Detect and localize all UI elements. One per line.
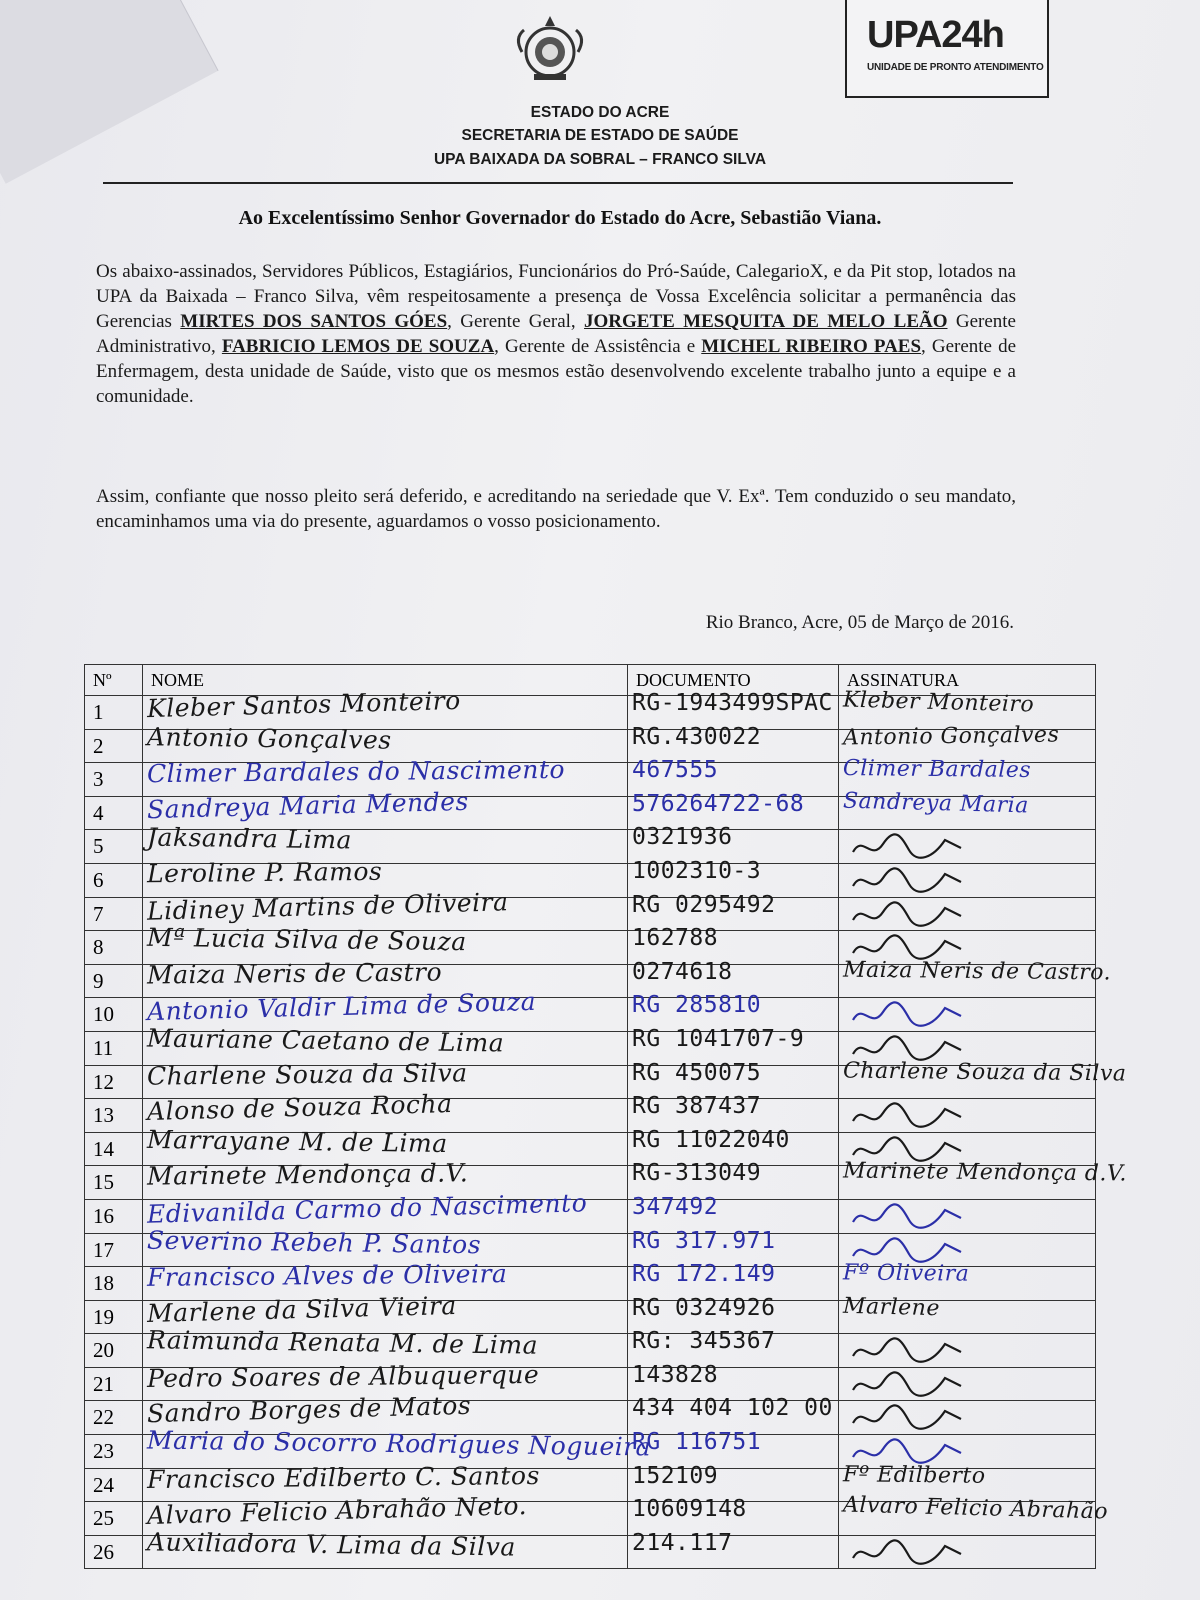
handwritten-name: Lidiney Martins de Oliveira (146, 886, 509, 926)
table-body (84, 685, 1128, 1569)
paragraph-text: , Gerente de Assistência e (494, 336, 702, 357)
signature-scribble (849, 1000, 969, 1028)
table-row (84, 957, 1112, 999)
handwritten-name: Francisco Alves de Oliveira (146, 1259, 508, 1292)
row-number: 8 (85, 931, 143, 964)
handwritten-signature: Marinete Mendonça d.V. (842, 1158, 1128, 1187)
signature-cell (839, 788, 1097, 830)
manager-name: MIRTES DOS SANTOS GÓES (180, 311, 448, 332)
handwritten-document-number: RG 116751 (632, 1429, 762, 1456)
row-number: 19 (85, 1301, 143, 1334)
signature-cell (839, 830, 1097, 863)
signature-cell (839, 864, 1097, 897)
salutation: Ao Excelentíssimo Senhor Governador do Estado do Acre, Sebastião Viana. (238, 207, 882, 229)
signature-scribble (849, 1101, 969, 1129)
handwritten-name: Marlene da Silva Vieira (146, 1290, 458, 1328)
header-divider (103, 182, 1013, 184)
handwritten-name: Mauriane Caetano de Lima (146, 1023, 505, 1058)
handwritten-document-number: RG 11022040 (632, 1126, 790, 1153)
handwritten-document-number: 152109 (632, 1462, 719, 1489)
signature-cell (839, 1492, 1109, 1535)
signature-cell (839, 998, 1097, 1031)
row-number: 12 (85, 1066, 143, 1099)
upa24h-logo (845, 0, 1049, 98)
handwritten-signature: Antonio Gonçalves (842, 722, 1060, 751)
handwritten-document-number: RG 0324926 (632, 1294, 776, 1321)
signature-scribble (849, 832, 969, 860)
paragraph-text: Gerente Administrativo, (96, 311, 1016, 357)
row-number: 24 (85, 1469, 143, 1502)
handwritten-document-number: RG 285810 (632, 992, 762, 1019)
handwritten-document-number: 576264722-68 (632, 790, 805, 817)
signature-scribble (849, 1403, 969, 1431)
paragraph-text: Os abaixo-assinados, Servidores Públicos, Estagiários, Funcionários do Pró-Saúde, CalegarioX, e da Pit stop, lotados na UPA da Baixada – Franco Silva, vêm respeitosamente a presença de Vossa Excelência solicitar a permanência das Gerencias (96, 261, 1016, 332)
handwritten-name: Raimunda Renata M. de Lima (146, 1325, 539, 1361)
signature-cell (839, 1368, 1097, 1401)
handwritten-name: Charlene Souza da Silva (146, 1057, 468, 1091)
signature-table (84, 664, 1128, 1569)
row-number: 6 (85, 864, 143, 897)
handwritten-signature: Climer Bardales (842, 756, 1032, 784)
handwritten-name: Alvaro Felicio Abrahão Neto. (146, 1491, 528, 1531)
table-row (84, 1259, 1096, 1301)
handwritten-name: Alonso de Souza Rocha (146, 1089, 453, 1127)
paragraph-text: , Gerente de Enfermagem, desta unidade de Saúde, visto que os mesmos estão desenvolvendo excelente trabalho junto a equipe e a comunidade. (96, 336, 1016, 407)
handwritten-document-number: 467555 (632, 757, 719, 784)
signature-scribble (849, 1336, 969, 1364)
handwritten-document-number: RG 0295492 (632, 891, 776, 918)
signature-cell (839, 898, 1097, 931)
handwritten-signature: Fº Edilberto (842, 1461, 986, 1489)
logo-subtitle: UNIDADE DE PRONTO ATENDIMENTO (867, 62, 1044, 73)
handwritten-document-number: 434 404 102 00 (632, 1395, 833, 1422)
handwritten-name: Pedro Soares de Albuquerque (146, 1359, 540, 1393)
handwritten-signature: Sandreya Maria (842, 788, 1030, 819)
handwritten-document-number: 347492 (632, 1193, 719, 1220)
header-secretariat: SECRETARIA DE ESTADO DE SAÚDE (461, 127, 739, 144)
row-number: 4 (85, 797, 143, 830)
row-number: 11 (85, 1032, 143, 1065)
handwritten-name: Leroline P. Ramos (146, 856, 383, 889)
row-number: 20 (85, 1334, 143, 1367)
signature-cell (839, 1058, 1127, 1099)
manager-name: JORGETE MESQUITA DE MELO LEÃO (584, 311, 948, 332)
handwritten-name: Climer Bardales do Nascimento (146, 754, 566, 789)
manager-name: MICHEL RIBEIRO PAES (701, 336, 922, 357)
header-document: DOCUMENTO (628, 665, 839, 695)
row-number: 14 (85, 1133, 143, 1166)
handwritten-signature: Marlene (842, 1293, 941, 1321)
handwritten-document-number: RG-1943499SPAC (632, 690, 833, 716)
petition-paragraph-2: Assim, confiante que nosso pleito será deferido, e acreditando na seriedade que V. Exª. Tem conduzido o seu mandato, encaminhamos uma via do presente, aguardamos o vosso posicionamento. (96, 486, 1016, 532)
row-number: 5 (85, 830, 143, 863)
header-signature: ASSINATURA (847, 670, 960, 690)
handwritten-document-number: 143828 (632, 1361, 719, 1388)
header-state: ESTADO DO ACRE (530, 104, 670, 121)
handwritten-document-number: RG 387437 (632, 1093, 762, 1120)
paragraph-text: , Gerente Geral, (447, 311, 585, 332)
handwritten-document-number: RG 450075 (632, 1059, 762, 1086)
handwritten-signature: Maiza Neris de Castro. (842, 957, 1112, 986)
handwritten-signature: Kleber Monteiro (842, 687, 1035, 718)
row-number: 2 (85, 730, 143, 763)
place-and-date: Rio Branco, Acre, 05 de Março de 2016. (705, 612, 1014, 633)
handwritten-document-number: 162788 (632, 925, 719, 952)
handwritten-name: Marrayane M. de Lima (146, 1124, 448, 1158)
row-number: 16 (85, 1200, 143, 1233)
logo-wordmark: UPA24h (867, 14, 1004, 56)
header-unit: UPA BAIXADA DA SOBRAL – FRANCO SILVA (433, 151, 767, 168)
handwritten-name: Antonio Valdir Lima de Souza (146, 987, 537, 1027)
handwritten-name: Marinete Mendonça d.V. (146, 1158, 469, 1191)
signature-scribble (849, 866, 969, 894)
row-number: 9 (85, 965, 143, 998)
handwritten-name: Edivanilda Carmo do Nascimento (146, 1188, 588, 1229)
handwritten-document-number: RG 317.971 (632, 1227, 776, 1254)
handwritten-name: Antonio Gonçalves (146, 721, 392, 755)
handwritten-document-number: RG: 345367 (632, 1328, 776, 1355)
table-row (84, 1158, 1128, 1200)
signature-scribble (849, 1538, 969, 1566)
row-number: 1 (85, 696, 143, 729)
header-name: NOME (143, 665, 628, 695)
handwritten-name: Kleber Santos Monteiro (146, 685, 462, 724)
signature-cell (839, 957, 1112, 998)
row-number: 3 (85, 763, 143, 796)
row-number: 23 (85, 1435, 143, 1468)
state-coat-of-arms-seal (510, 10, 590, 90)
document-cell (628, 1529, 839, 1569)
handwritten-name: Sandro Borges de Matos (146, 1391, 472, 1429)
handwritten-document-number: 0274618 (632, 958, 733, 985)
table-row (84, 856, 1096, 898)
row-number: 25 (85, 1502, 143, 1535)
signature-scribble (849, 1437, 969, 1465)
handwritten-name: Mª Lucia Silva de Souza (146, 922, 467, 957)
handwritten-document-number: RG 172.149 (632, 1261, 776, 1288)
manager-name: FABRICIO LEMOS DE SOUZA (221, 336, 495, 357)
row-number: 10 (85, 998, 143, 1031)
signature-scribble (849, 900, 969, 928)
row-number: 26 (85, 1536, 143, 1569)
row-number: 17 (85, 1234, 143, 1267)
signature-cell (839, 1401, 1097, 1434)
handwritten-document-number: RG-313049 (632, 1160, 762, 1187)
signature-cell (839, 1099, 1097, 1132)
handwritten-signature: Fº Oliveira (842, 1260, 970, 1287)
signature-cell (839, 1158, 1128, 1199)
signature-cell (839, 1536, 1097, 1569)
handwritten-document-number: RG.430022 (632, 723, 762, 750)
signature-scribble (849, 1034, 969, 1062)
petition-paragraph-1 (96, 259, 1016, 409)
handwritten-name: Maiza Neris de Castro (146, 957, 443, 990)
handwritten-document-number: 0321936 (632, 824, 733, 851)
handwritten-name: Severino Rebeh P. Santos (146, 1225, 482, 1259)
signature-cell (839, 1334, 1097, 1367)
header-number: Nº (85, 665, 143, 695)
row-number: 13 (85, 1099, 143, 1132)
row-number: 7 (85, 898, 143, 931)
handwritten-document-number: 10609148 (632, 1496, 747, 1523)
row-number: 18 (85, 1267, 143, 1300)
signature-cell (839, 1293, 1097, 1334)
handwritten-document-number: 214.117 (632, 1529, 733, 1556)
table-row (84, 1527, 1096, 1570)
signature-scribble (849, 1202, 969, 1230)
handwritten-signature: Alvaro Felicio Abrahão (842, 1492, 1109, 1525)
row-number: 15 (85, 1166, 143, 1199)
handwritten-name: Sandreya Maria Mendes (146, 786, 470, 824)
signature-scribble (849, 1370, 969, 1398)
handwritten-document-number: 1002310-3 (632, 857, 762, 884)
handwritten-name: Auxiliadora V. Lima da Silva (146, 1527, 516, 1562)
signer-name-cell (143, 1527, 628, 1569)
handwritten-document-number: RG 1041707-9 (632, 1025, 805, 1052)
signature-scribble (849, 1236, 969, 1264)
handwritten-name: Maria do Socorro Rodrigues Nogueira (146, 1425, 652, 1462)
handwritten-name: Jaksandra Lima (146, 822, 353, 855)
signature-cell (839, 1200, 1097, 1233)
handwritten-signature: Charlene Souza da Silva (842, 1058, 1127, 1087)
row-number: 21 (85, 1368, 143, 1401)
handwritten-name: Francisco Edilberto C. Santos (146, 1460, 541, 1494)
row-number: 22 (85, 1401, 143, 1434)
